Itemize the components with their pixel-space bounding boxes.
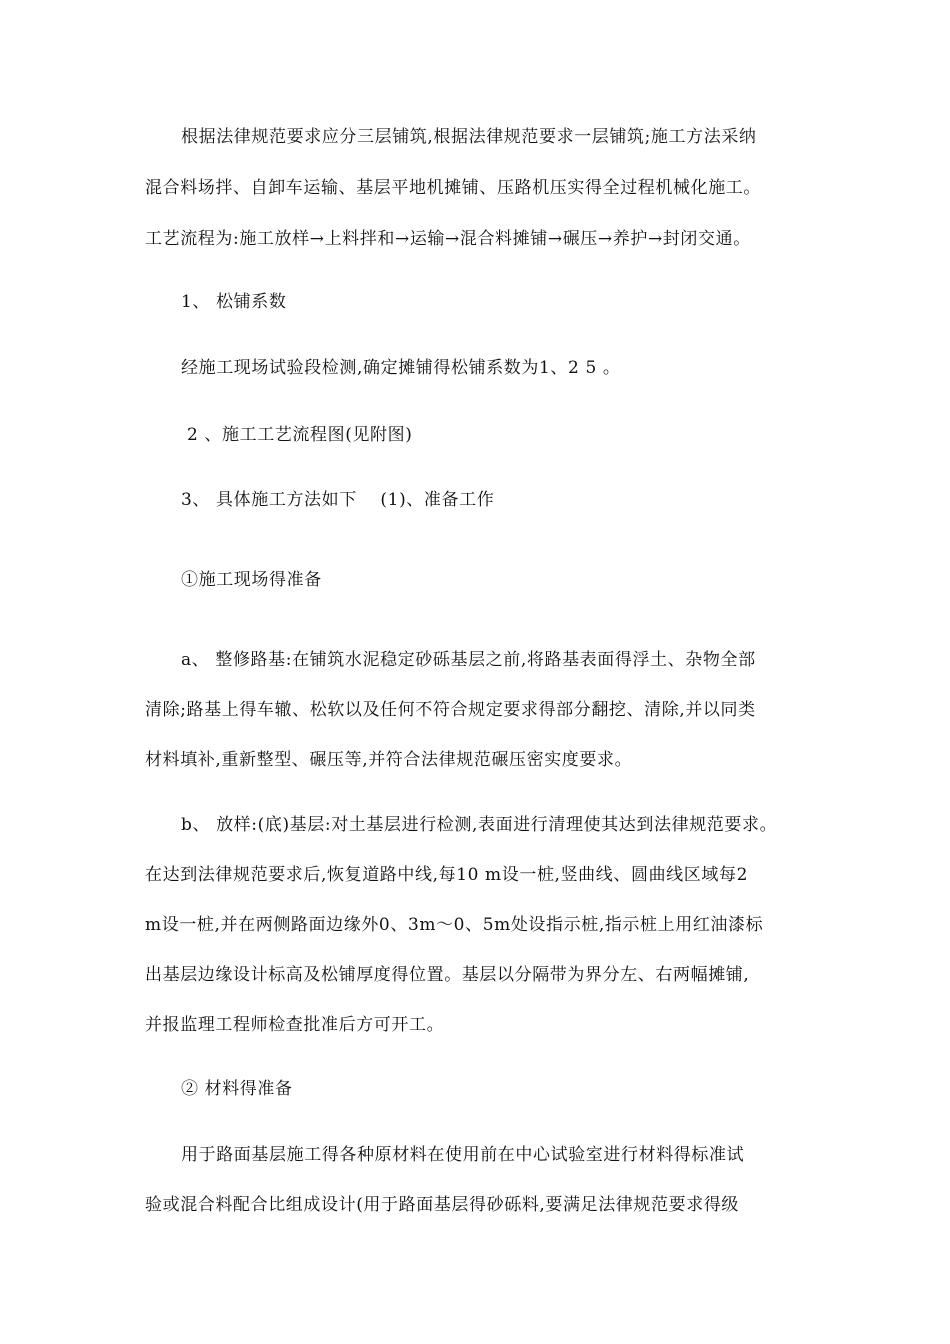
paragraph-loose-coefficient: 经施工现场试验段检测,确定摊铺得松铺系数为1、2 5 。 <box>181 358 621 378</box>
paragraph-a-line-1: a、 整修路基:在铺筑水泥稳定砂砾基层之前,将路基表面得浮土、杂物全部 <box>181 650 756 670</box>
subsection-heading-site-preparation: ①施工现场得准备 <box>181 570 322 590</box>
section-heading-3: 3、 具体施工方法如下 (1)、准备工作 <box>181 490 495 510</box>
section-heading-1: 1、 松铺系数 <box>181 292 287 312</box>
paragraph-b-line-2: 在达到法律规范要求后,恢复道路中线,每10 m设一桩,竖曲线、圆曲线区域每2 <box>145 865 748 885</box>
paragraph-1-line-1: 根据法律规范要求应分三层铺筑,根据法律规范要求一层铺筑;施工方法采纳 <box>181 127 757 147</box>
section-heading-2: 2 、施工工艺流程图(见附图) <box>187 425 413 445</box>
paragraph-materials-line-2: 验或混合料配合比组成设计(用于路面基层得砂砾料,要满足法律规范要求得级 <box>145 1195 740 1215</box>
paragraph-b-line-5: 并报监理工程师检查批准后方可开工。 <box>145 1015 445 1035</box>
paragraph-a-line-2: 清除;路基上得车辙、松软以及任何不符合规定要求得部分翻挖、清除,并以同类 <box>145 700 756 720</box>
paragraph-b-line-1: b、 放样:(底)基层:对土基层进行检测,表面进行清理使其达到法律规范要求。 <box>181 815 778 835</box>
paragraph-materials-line-1: 用于路面基层施工得各种原材料在使用前在中心试验室进行材料得标准试 <box>181 1145 745 1165</box>
paragraph-b-line-3: m设一桩,并在两侧路面边缘外0、3m～0、5m处设指示桩,指示桩上用红油漆标 <box>145 915 764 935</box>
paragraph-1-line-2: 混合料场拌、自卸车运输、基层平地机摊铺、压路机压实得全过程机械化施工。 <box>145 178 761 198</box>
paragraph-a-line-3: 材料填补,重新整型、碾压等,并符合法律规范碾压密实度要求。 <box>145 750 633 770</box>
subsection-heading-material-preparation: ② 材料得准备 <box>181 1079 293 1099</box>
paragraph-b-line-4: 出基层边缘设计标高及松铺厚度得位置。基层以分隔带为界分左、右两幅摊铺, <box>145 965 750 985</box>
paragraph-1-line-3: 工艺流程为:施工放样→上料拌和→运输→混合料摊铺→碾压→养护→封闭交通。 <box>145 229 751 249</box>
